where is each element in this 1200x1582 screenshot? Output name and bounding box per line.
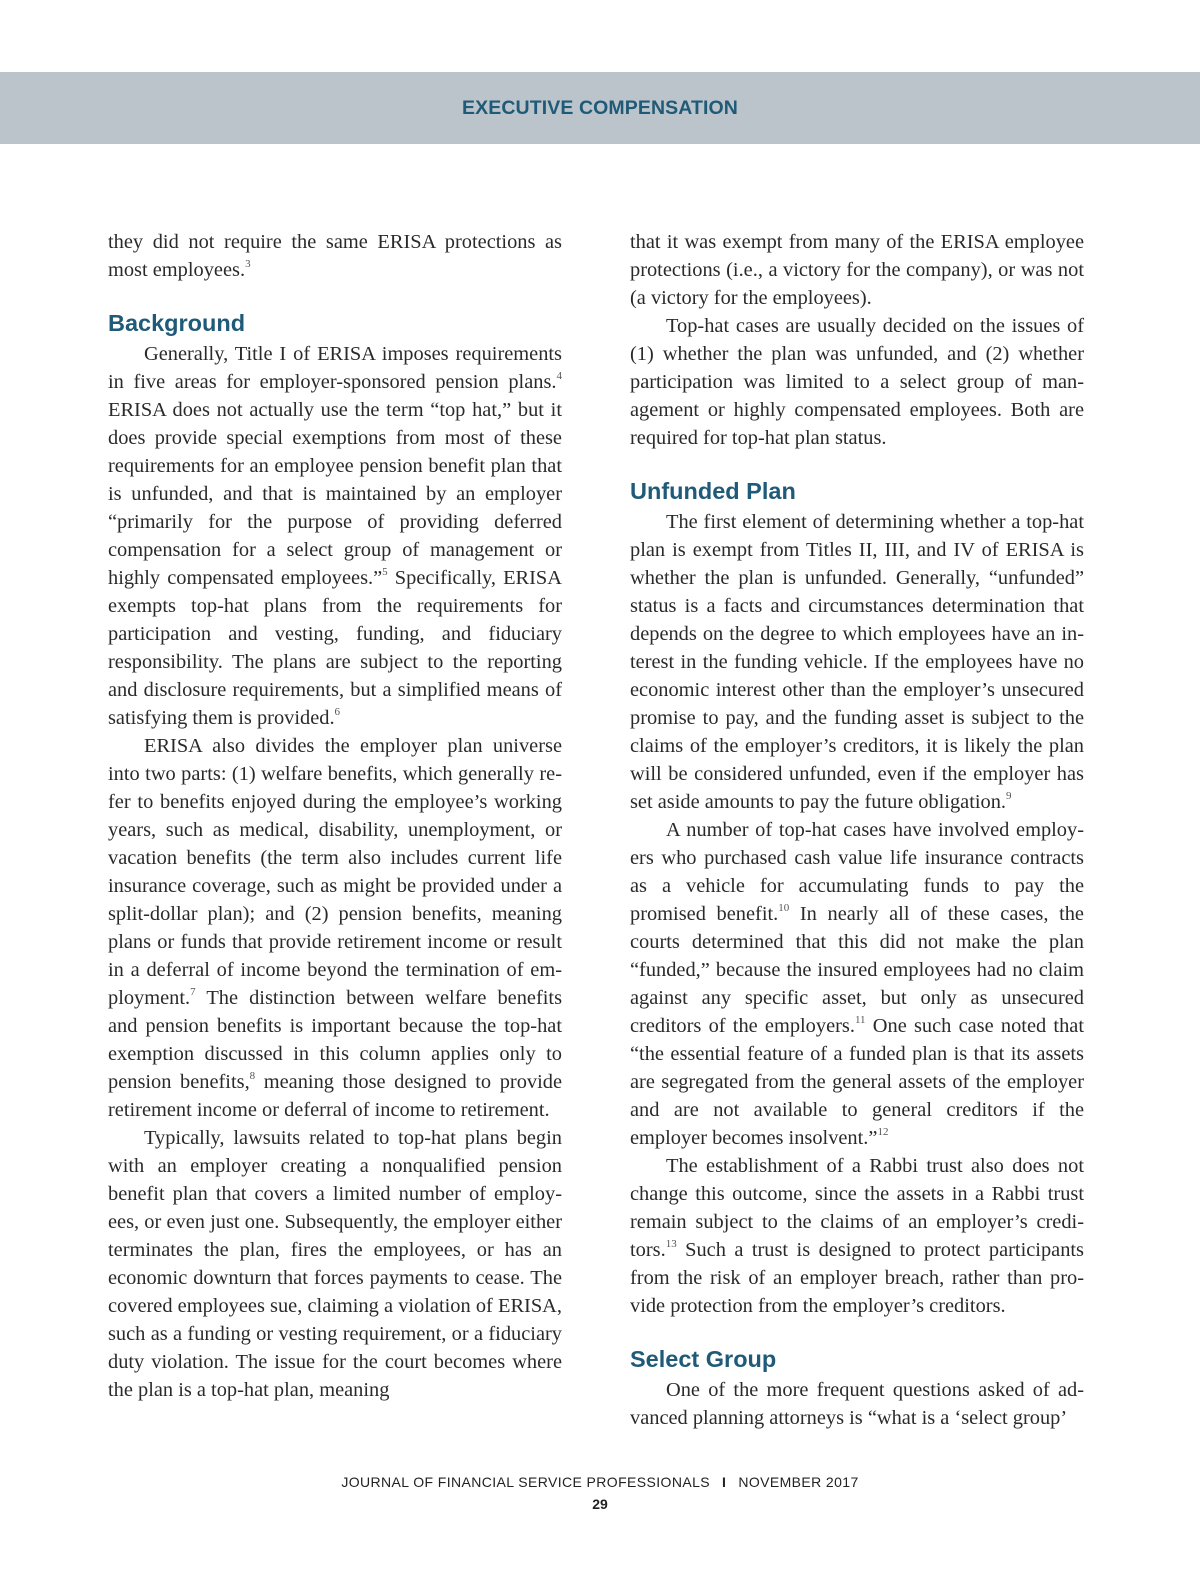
- footnote-ref[interactable]: 11: [854, 1014, 866, 1027]
- section-heading-unfunded-plan: Unfunded Plan: [630, 478, 796, 504]
- paragraph: [630, 228, 1084, 312]
- page-footer: [0, 1474, 1200, 1512]
- paragraph-text: Such a trust is designed to protect participants from the risk of an employer breach, rather than provide protection from the employer’s creditors.: [630, 1239, 1084, 1317]
- left-column: [108, 228, 562, 1404]
- footnote-ref[interactable]: 7: [190, 986, 196, 999]
- footnote-ref[interactable]: 8: [249, 1070, 256, 1083]
- paragraph-text: Specifically, ERISA exempts top-hat plans from the requirements for participation and vesting, funding, and fiduciary responsibility. The plans are subject to the reporting and disclosure requirements, but a simplified means of satisfying them is provided.: [108, 567, 562, 729]
- issue-date: NOVEMBER 2017: [738, 1474, 859, 1490]
- paragraph-text: ERISA also divides the employer plan universe into two parts: (1) welfare benefits, which generally refer to benefits enjoyed during the employee’s working years, such as medical, disability, unemployment, or vacation benefits (the term also includes current life insurance coverage, such as might be provided under a split-dollar plan); and (2) pension benefits, meaning plans or funds that provide retirement income or result in a deferral of income beyond the termination of employment.: [108, 735, 562, 1009]
- paragraph: [630, 312, 1084, 452]
- paragraph-text: The establishment of a Rabbi trust also does not change this outcome, since the assets in a Rabbi trust remain subject to the claims of an employer’s creditors.: [630, 1155, 1084, 1261]
- section-heading-background: Background: [108, 310, 246, 336]
- right-column: [630, 228, 1084, 1432]
- paragraph: [630, 508, 1084, 816]
- paragraph: [108, 1124, 562, 1404]
- section-heading-select-group: Select Group: [630, 1346, 777, 1372]
- journal-name: JOURNAL OF FINANCIAL SERVICE PROFESSIONALS: [341, 1474, 711, 1490]
- footnote-ref[interactable]: 3: [245, 258, 251, 271]
- footer-line: [0, 1474, 1200, 1490]
- paragraph: [108, 228, 562, 284]
- paragraph: [630, 1376, 1084, 1432]
- paragraph-text: A number of top-hat cases have involved employers who purchased cash value life insurance contracts as a vehicle for accumulating funds to pay the promised benefit.: [630, 819, 1084, 925]
- footnote-ref[interactable]: 10: [778, 902, 790, 915]
- paragraph-text: Generally, Title I of ERISA imposes requirements in five areas for employer-sponsored pension plans.: [108, 343, 562, 393]
- paragraph: [630, 1152, 1084, 1320]
- footnote-ref[interactable]: 9: [1006, 790, 1012, 803]
- footnote-ref[interactable]: 6: [334, 706, 341, 719]
- footnote-ref[interactable]: 5: [382, 566, 388, 579]
- paragraph-text: The distinction between welfare benefits and pension benefits is important because the top-hat exemption discussed in this column applies only to pension benefits,: [108, 987, 562, 1093]
- header-band: [0, 72, 1200, 144]
- paragraph: [108, 732, 562, 1124]
- paragraph-text: One of the more frequent questions asked of advanced planning attorneys is “what is a ‘select group’: [630, 1379, 1084, 1429]
- page-number: 29: [592, 1496, 608, 1512]
- paragraph-text: ERISA does not actually use the term “top hat,” but it does provide special exemptions from most of these requirements for an employee pension benefit plan that is unfunded, and that is maintained by an employer “primarily for the purpose of providing deferred compensation for a select group of management or highly compensated employees.”: [108, 399, 562, 589]
- paragraph: [630, 816, 1084, 1152]
- section-title: EXECUTIVE COMPENSATION: [462, 96, 738, 119]
- paragraph-text: Typically, lawsuits related to top-hat plans begin with an employer creating a nonqualified pension benefit plan that covers a limited number of employees, or even just one. Subsequently, the employer either terminates the plan, fires the employees, or has an economic downturn that forces payments to cease. The covered employees sue, claiming a violation of ERISA, such as a funding or vesting requirement, or a fiduciary duty violation. The issue for the court becomes where the plan is a top-hat plan, meaning: [108, 1127, 562, 1401]
- paragraph-text: One such case noted that “the essential feature of a funded plan is that its assets are segregated from the general assets of the employer and are not available to general creditors if the employer becomes insolvent.”: [630, 1015, 1084, 1149]
- footnote-ref[interactable]: 12: [877, 1126, 889, 1139]
- footer-separator: I: [722, 1474, 727, 1490]
- footnote-ref[interactable]: 4: [556, 370, 562, 383]
- paragraph-text: The first element of determining whether a top-hat plan is exempt from Titles II, III, and IV of ERISA is whether the plan is unfunded. Generally, “unfunded” status is a facts and circumstances determination that depends on the degree to which employees have an interest in the funding vehicle. If the employees have no economic interest other than the employer’s unsecured promise to pay, and the funding asset is subject to the claims of the employer’s creditors, it is likely the plan will be considered unfunded, even if the employer has set aside amounts to pay the future obligation.: [630, 511, 1084, 813]
- paragraph-text: meaning those designed to provide retirement income or deferral of income to retirement.: [108, 1071, 562, 1121]
- paragraph-text: Top-hat cases are usually decided on the issues of (1) whether the plan was unfunded, and (2) whether participation was limited to a select group of management or highly compensated employees. Both are required for top-hat plan status.: [630, 315, 1084, 449]
- paragraph-text: In nearly all of these cases, the courts determined that this did not make the plan “funded,” because the insured employees had no claim against any specific asset, but only as unsecured creditors of the employers.: [630, 903, 1084, 1037]
- paragraph-text: they did not require the same ERISA protections as most employees.: [108, 231, 562, 281]
- footnote-ref[interactable]: 13: [665, 1238, 677, 1251]
- paragraph: [108, 340, 562, 732]
- paragraph-text: that it was exempt from many of the ERISA employee protections (i.e., a victory for the company), or was not (a victory for the employees).: [630, 231, 1084, 309]
